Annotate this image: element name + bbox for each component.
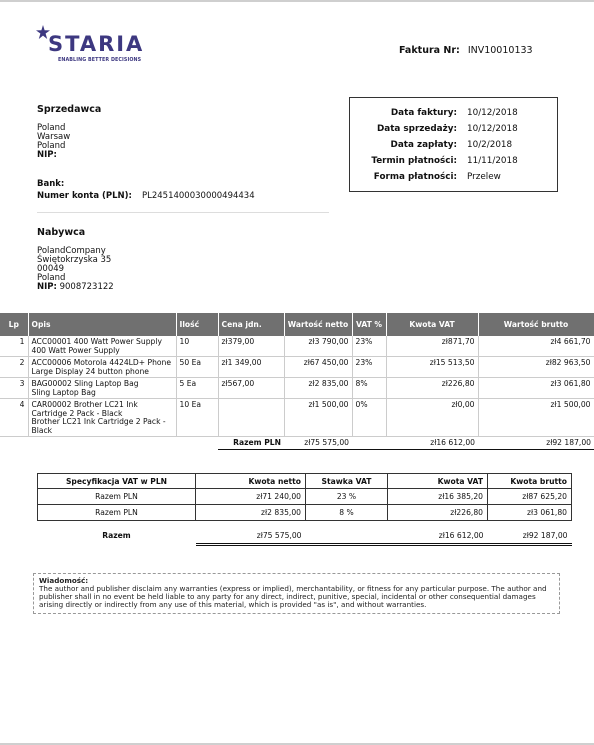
buyer-heading: Nabywca: [37, 227, 86, 238]
col-header-vat-rate: VAT %: [352, 313, 386, 336]
vat-col-header: Kwota brutto: [488, 474, 572, 489]
vat-row-vat: zł226,80: [388, 505, 488, 521]
seller-nip-label: NIP:: [37, 150, 57, 160]
date-row: [350, 124, 557, 136]
col-header-net: Wartość netto: [284, 313, 352, 336]
seller-block: [37, 105, 101, 160]
date-row: [350, 140, 557, 152]
seller-bank: [37, 178, 255, 202]
seller-line: Poland: [37, 123, 66, 133]
vat-row-net: zł71 240,00: [196, 489, 306, 505]
vat-col-header: Stawka VAT: [306, 474, 388, 489]
date-value: 10/2/2018: [467, 140, 513, 150]
vat-total-label: Razem: [102, 531, 131, 541]
date-label: Data zapłaty:: [390, 140, 457, 150]
row-lp: 1: [0, 336, 28, 357]
date-value: Przelew: [467, 172, 501, 182]
company-logo: [34, 28, 164, 68]
row-vat-rate: 23%: [352, 357, 386, 378]
account-label: Numer konta (PLN):: [37, 191, 132, 201]
row-vat-rate: 23%: [352, 336, 386, 357]
logo-wordmark: STARIA: [48, 32, 145, 56]
row-net: zł67 450,00: [284, 357, 352, 378]
row-desc-line: Brother LC21 Ink Cartridge 2 Pack - Black: [31, 417, 166, 435]
seller-line: Poland: [37, 141, 66, 151]
row-lp: 2: [0, 357, 28, 378]
date-label: Forma płatności:: [373, 172, 457, 182]
row-desc-line: ACC00006 Motorola 4424LD+ Phone: [31, 358, 172, 367]
vat-row: [38, 505, 572, 521]
bank-label: Bank:: [37, 179, 65, 189]
row-net: zł1 500,00: [284, 399, 352, 437]
vat-total-vat: zł16 612,00: [388, 521, 488, 545]
buyer-line: Poland: [37, 273, 66, 283]
vat-row-rate: 8 %: [306, 505, 388, 521]
row-desc-line: 400 Watt Power Supply: [31, 345, 120, 355]
dates-box: [349, 97, 558, 192]
date-value: 11/11/2018: [467, 156, 518, 166]
row-qty: 10: [176, 336, 218, 357]
date-row: [350, 108, 557, 120]
buyer-line: PolandCompany: [37, 246, 106, 256]
vat-total-row: [38, 521, 572, 545]
row-desc: [28, 378, 176, 399]
invoice-number-label: Faktura Nr:: [399, 45, 460, 56]
seller-heading: Sprzedawca: [37, 104, 102, 115]
date-row: [350, 172, 557, 184]
vat-row-gross: zł3 061,80: [488, 505, 572, 521]
row-lp: 4: [0, 399, 28, 437]
invoice-number-value: INV10010133: [467, 45, 533, 56]
items-total-net: zł75 575,00: [284, 437, 352, 450]
seller-line: Warsaw: [37, 132, 71, 142]
vat-header-row: [38, 474, 572, 489]
account-number: PL24514000300004944​34: [142, 191, 255, 201]
buyer-nip-value: 9008723122: [59, 282, 114, 292]
buyer-nip: [37, 283, 114, 292]
date-label: Data faktury:: [390, 108, 457, 118]
row-vat-amount: zł226,80: [386, 378, 478, 399]
date-value: 10/12/2018: [467, 108, 518, 118]
row-desc-line: ACC00001 400 Watt Power Supply: [31, 337, 162, 346]
vat-col-header: Kwota VAT: [388, 474, 488, 489]
col-header-gross: Wartość brutto: [478, 313, 594, 336]
items-total-label: Razem PLN: [218, 437, 284, 450]
notice-box: [33, 573, 560, 614]
vat-total-net: zł75 575,00: [196, 521, 306, 545]
vat-row-rate: 23 %: [306, 489, 388, 505]
divider: [37, 212, 329, 213]
row-lp: 3: [0, 378, 28, 399]
items-table: [0, 313, 594, 450]
row-desc: [28, 399, 176, 437]
table-row: [0, 336, 594, 357]
row-desc: [28, 336, 176, 357]
col-header-price: Cena jdn.: [218, 313, 284, 336]
notice-label: Wiadomość:: [39, 576, 89, 585]
row-net: zł2 835,00: [284, 378, 352, 399]
row-qty: 50 Ea: [176, 357, 218, 378]
row-qty: 5 Ea: [176, 378, 218, 399]
row-price: zł379,00: [218, 336, 284, 357]
items-total-vat: zł16 612,00: [386, 437, 478, 450]
row-desc-line: BAG00002 Sling Laptop Bag: [31, 379, 139, 388]
row-qty: 10 Ea: [176, 399, 218, 437]
notice-text: The author and publisher disclaim any warranties (express or implied), merchantability, or fitness for any particular purpose. The author and publisher shall in no event be held liable to any party for any direct, indirect, punitive, special, incidental or other consequential damages arising directly or indirectly from any use of this material, which is provided "as is", and without warranties.: [39, 584, 547, 609]
vat-row-gross: zł87 625,20: [488, 489, 572, 505]
items-header-row: [0, 313, 594, 336]
vat-row-net: zł2 835,00: [196, 505, 306, 521]
date-label: Termin płatności:: [371, 156, 457, 166]
table-row: [0, 357, 594, 378]
row-net: zł3 790,00: [284, 336, 352, 357]
row-desc: [28, 357, 176, 378]
vat-row-vat: zł16 385,20: [388, 489, 488, 505]
vat-row-label: Razem PLN: [38, 505, 196, 521]
row-desc-line: Sling Laptop Bag: [31, 387, 96, 397]
buyer-line: Świętokrzyska 35: [37, 255, 112, 265]
row-gross: zł82 963,50: [478, 357, 594, 378]
vat-total-gross: zł92 187,00: [488, 521, 572, 545]
row-vat-amount: zł0,00: [386, 399, 478, 437]
buyer-nip-label: NIP:: [37, 282, 57, 292]
invoice-number: [399, 45, 533, 56]
items-total-row: [0, 437, 594, 450]
vat-row: [38, 489, 572, 505]
vat-row-label: Razem PLN: [38, 489, 196, 505]
col-header-qty: Ilość: [176, 313, 218, 336]
items-total-gross: zł92 187,00: [478, 437, 594, 450]
buyer-line: 00049: [37, 264, 65, 274]
row-desc-line: CAR00002 Brother LC21 Ink Cartridge 2 Pack - Black: [31, 400, 138, 418]
col-header-desc: Opis: [28, 313, 176, 336]
row-price: zł1 349,00: [218, 357, 284, 378]
row-gross: zł4 661,70: [478, 336, 594, 357]
logo-tagline: ENABLING BETTER DECISIONS: [58, 58, 142, 63]
col-header-vat-amount: Kwota VAT: [386, 313, 478, 336]
row-vat-amount: zł15 513,50: [386, 357, 478, 378]
vat-col-header: Specyfikacja VAT w PLN: [38, 474, 196, 489]
table-row: [0, 378, 594, 399]
row-vat-amount: zł871,70: [386, 336, 478, 357]
col-header-lp: Lp: [0, 313, 28, 336]
date-row: [350, 156, 557, 168]
vat-col-header: Kwota netto: [196, 474, 306, 489]
row-gross: zł1 500,00: [478, 399, 594, 437]
table-row: [0, 399, 594, 437]
row-desc-line: Large Display 24 button phone: [31, 366, 149, 376]
buyer-block: [37, 228, 114, 292]
row-vat-rate: 8%: [352, 378, 386, 399]
row-price: [218, 399, 284, 437]
vat-spec-table: [37, 473, 572, 546]
row-price: zł567,00: [218, 378, 284, 399]
row-vat-rate: 0%: [352, 399, 386, 437]
date-label: Data sprzedaży:: [376, 124, 457, 134]
date-value: 10/12/2018: [467, 124, 518, 134]
top-border: [0, 0, 594, 2]
row-gross: zł3 061,80: [478, 378, 594, 399]
